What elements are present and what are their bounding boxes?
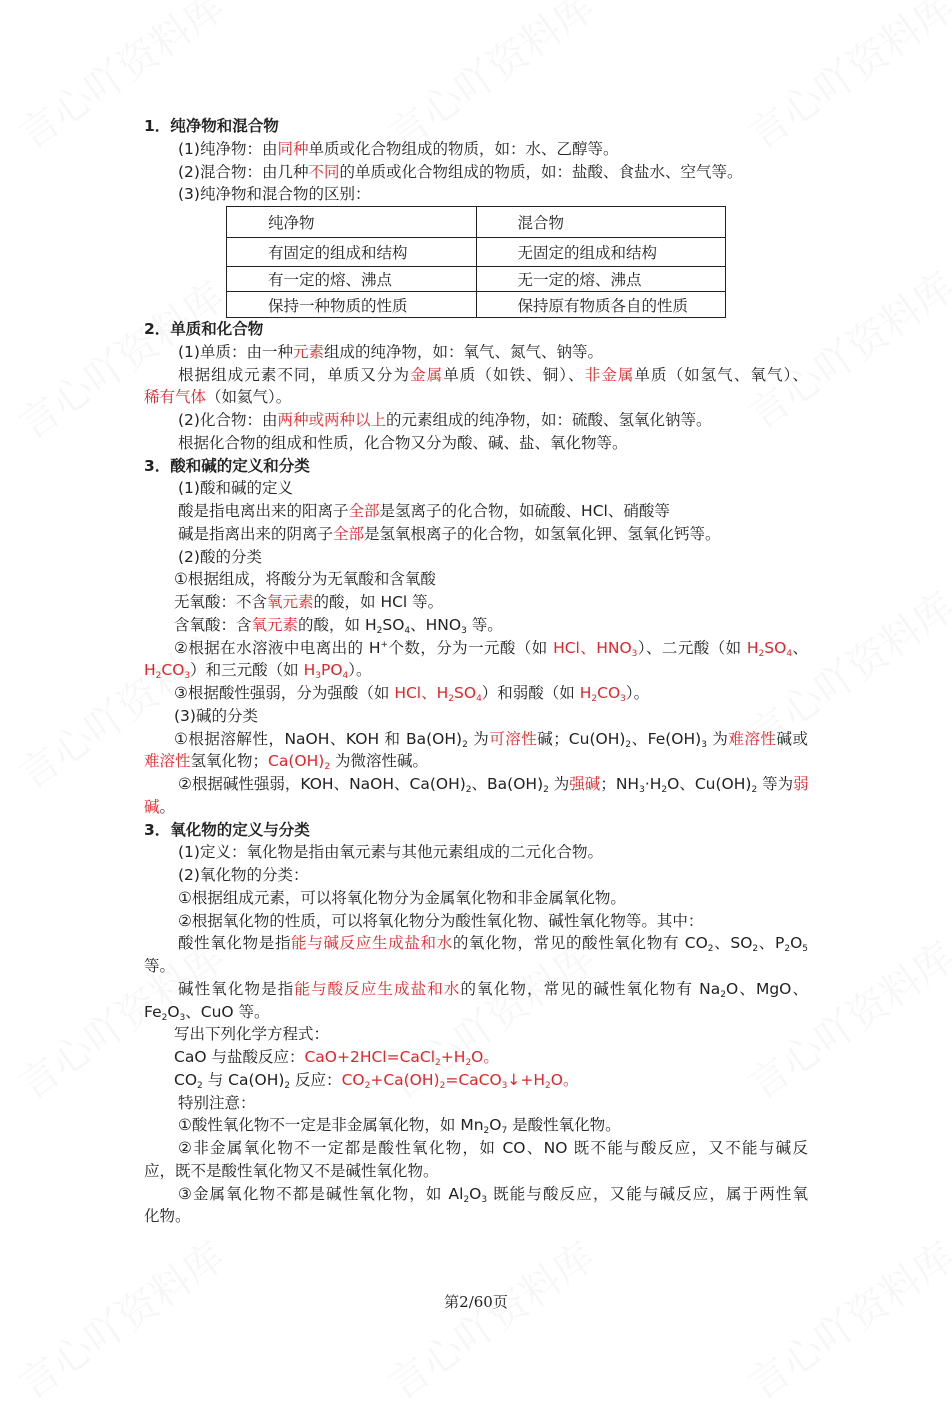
text: 单质（如氢气、氧气）、 xyxy=(634,365,808,384)
subscript: 2 xyxy=(483,1126,490,1137)
subscript: 2 xyxy=(720,989,727,1000)
text: 的单质或化合物组成的物质，如：盐酸、食盐水、空气等。 xyxy=(339,162,743,181)
table-cell: 无固定的组成和结构 xyxy=(476,238,726,267)
highlighted-text: 2 xyxy=(448,694,455,704)
highlighted-text: CO xyxy=(341,1070,365,1089)
text-line xyxy=(144,864,808,887)
highlighted-text: 氧元素 xyxy=(251,615,299,634)
text: ·H xyxy=(644,775,662,793)
text: ①根据组成，将酸分为无氧酸和含氧酸 xyxy=(174,570,436,589)
text: （如氦气）。 xyxy=(206,388,292,407)
text: 的酸，如 H xyxy=(298,615,377,634)
text-line xyxy=(144,682,808,705)
highlighted-text: ↓+H xyxy=(507,1070,546,1089)
text-line xyxy=(144,432,808,455)
text-line xyxy=(144,841,808,864)
section-heading xyxy=(144,455,808,478)
text-line xyxy=(144,161,808,184)
highlighted-text: 2 xyxy=(758,648,765,659)
text-line xyxy=(144,183,808,206)
subscript: 2 xyxy=(625,739,632,750)
text: ）。 xyxy=(348,661,372,680)
text: 的酸，如 HCl 等。 xyxy=(313,593,444,611)
text-line xyxy=(144,705,808,728)
text: (2)氧化物的分类： xyxy=(178,866,309,884)
highlighted-text: SO xyxy=(454,684,477,702)
text: 、SO xyxy=(713,934,753,953)
text-line xyxy=(144,910,808,933)
highlighted-text: SO xyxy=(764,638,787,657)
subscript: 2 xyxy=(284,1080,291,1091)
text-line xyxy=(144,523,808,546)
table-header-cell: 纯净物 xyxy=(227,207,477,238)
highlighted-text: +Ca(OH) xyxy=(370,1070,440,1089)
superscript: + xyxy=(380,639,389,650)
text-line xyxy=(144,1160,808,1183)
text: 个数，分为一元酸（如 xyxy=(388,638,554,657)
highlighted-text: 同种 xyxy=(277,139,309,158)
highlighted-text: O。 xyxy=(471,1048,499,1066)
subscript: 7 xyxy=(501,1126,508,1137)
watermark-text xyxy=(5,1226,234,1410)
text: ）、二元酸（如 xyxy=(637,638,747,657)
highlighted-text: +H xyxy=(440,1048,466,1066)
document-body xyxy=(144,115,808,1228)
highlighted-text: 难溶性 xyxy=(728,729,777,748)
subscript: 2 xyxy=(543,785,549,795)
text: 碱；Cu(OH) xyxy=(537,729,626,748)
text-line xyxy=(144,1092,808,1115)
text: 既能与酸反应，又能与碱反应，属于两性氧 xyxy=(487,1184,808,1203)
highlighted-text: 能与碱反应生成盐和水 xyxy=(291,934,453,953)
text: 为 xyxy=(548,775,570,793)
text: ①酸性氧化物不一定是非金属氧化物，如 Mn xyxy=(178,1116,484,1135)
text: 组成的纯净物，如：氧气、氮气、钠等。 xyxy=(323,342,603,361)
table-cell: 有固定的组成和结构 xyxy=(227,238,477,267)
highlighted-text: 2 xyxy=(435,1058,441,1068)
text: ）。 xyxy=(625,684,650,702)
text: (1)定义：氧化物是指由氧元素与其他元素组成的二元化合物。 xyxy=(178,843,603,862)
highlighted-text: 弱 xyxy=(793,775,809,793)
text-line xyxy=(144,1205,808,1228)
text: (1)酸和碱的定义 xyxy=(178,479,293,498)
highlighted-text: 3 xyxy=(184,671,191,682)
subscript: 2 xyxy=(661,785,668,795)
text-line xyxy=(144,1046,808,1069)
text-line xyxy=(144,1183,808,1206)
highlighted-text: 3 xyxy=(501,1080,508,1091)
text-line xyxy=(144,978,808,1001)
highlighted-text: 3 xyxy=(631,648,638,659)
highlighted-text: 4 xyxy=(476,694,482,704)
text: 是氢离子的化合物，如硫酸、HCl、硝酸等 xyxy=(379,502,670,520)
highlighted-text: HCl、H xyxy=(394,684,449,702)
section-heading xyxy=(144,819,808,842)
highlighted-text: 可溶性 xyxy=(489,729,538,748)
highlighted-text: H xyxy=(144,661,156,680)
text-line xyxy=(144,637,808,660)
text: 、Fe(OH) xyxy=(631,729,702,748)
highlighted-text: 两种或两种以上 xyxy=(277,411,386,429)
text: 是酸性氧化物。 xyxy=(507,1116,621,1135)
table-cell: 有一定的熔、沸点 xyxy=(227,267,477,292)
subscript: 3 xyxy=(461,625,467,636)
text: 是氢氧根离子的化合物，如氢氧化钾、氢氧化钙等。 xyxy=(364,524,721,543)
text: 特别注意： xyxy=(178,1093,256,1112)
text: 写出下列化学方程式： xyxy=(174,1025,330,1044)
text-line xyxy=(144,546,808,569)
text-line xyxy=(144,728,808,751)
highlighted-text: 元素 xyxy=(292,342,324,361)
watermark-text xyxy=(375,1226,604,1410)
text: CO xyxy=(174,1070,198,1089)
section-heading xyxy=(144,115,808,138)
subscript: 2 xyxy=(197,1080,203,1091)
subscript: 2 xyxy=(462,739,468,750)
subscript: 3 xyxy=(701,739,707,750)
text: (2)化合物：由 xyxy=(178,411,278,429)
text: ①根据溶解性，NaOH、KOH 和 Ba(OH) xyxy=(174,729,463,748)
text: O xyxy=(489,1116,502,1135)
text-line xyxy=(144,750,808,773)
text: 、CuO 等。 xyxy=(185,1002,270,1021)
highlighted-text: 稀有气体 xyxy=(144,388,207,407)
subscript: 2 xyxy=(751,785,758,795)
text: 3．酸和碱的定义和分类 xyxy=(144,456,310,475)
highlighted-text: Ca(OH) xyxy=(268,752,325,771)
document-text xyxy=(144,318,808,1228)
highlighted-text: 能与酸反应生成盐和水 xyxy=(294,979,461,998)
text: 2．单质和化合物 xyxy=(144,320,264,338)
text: (1)纯净物：由 xyxy=(178,139,278,158)
text-line xyxy=(144,409,808,432)
text: 等。 xyxy=(466,615,503,634)
text-line xyxy=(144,887,808,910)
text: 碱是指离出来的阴离子 xyxy=(178,524,334,543)
highlighted-text: CO xyxy=(597,684,621,702)
highlighted-text: 碱 xyxy=(144,797,160,816)
text-line xyxy=(144,477,808,500)
text: 应，既不是酸性氧化物又不是碱性氧化物。 xyxy=(144,1161,439,1180)
text: ③根据酸性强弱，分为强酸（如 xyxy=(174,684,395,702)
table-row xyxy=(227,292,726,318)
text: 为 xyxy=(706,729,729,748)
text: 的元素组成的纯净物，如：硫酸、氢氧化钠等。 xyxy=(385,411,712,429)
highlighted-text: 2 xyxy=(465,1058,472,1068)
highlighted-text: CaO+2HCl=CaCl xyxy=(304,1048,436,1066)
text: 反应： xyxy=(290,1070,342,1089)
highlighted-text: H xyxy=(303,661,316,680)
text: 的氧化物，常见的酸性氧化物有 CO xyxy=(452,934,708,953)
text: 、HNO xyxy=(410,615,462,634)
highlighted-text: 不同 xyxy=(308,162,340,181)
highlighted-text: 强碱 xyxy=(569,775,601,793)
text: (2)混合物：由几种 xyxy=(178,162,309,181)
text: (2)酸的分类 xyxy=(178,547,262,566)
text-line xyxy=(144,1069,808,1092)
table-header-row xyxy=(227,207,726,238)
text: 1．纯净物和混合物 xyxy=(144,117,279,135)
text-line xyxy=(144,659,808,682)
text-line xyxy=(144,796,808,819)
highlighted-text: 非金属 xyxy=(584,365,635,384)
text-line xyxy=(144,386,808,409)
text: ；NH xyxy=(600,775,640,793)
highlighted-text: 2 xyxy=(545,1080,551,1091)
text: O、MgO、 xyxy=(726,979,808,998)
text: ②非金属氧化物不一定都是酸性氧化物，如 CO、NO 既不能与酸反应，又不能与碱反 xyxy=(178,1139,808,1157)
text-line xyxy=(144,1001,808,1024)
highlighted-text: CO xyxy=(161,661,185,680)
highlighted-text: 2 xyxy=(439,1080,446,1091)
text: CaO 与盐酸反应： xyxy=(174,1048,305,1066)
text-line xyxy=(144,568,808,591)
subscript: 2 xyxy=(463,1194,470,1205)
text: Fe xyxy=(144,1002,162,1021)
text: 单质或化合物组成的物质，如：水、乙醇等。 xyxy=(308,139,619,158)
highlighted-text: 2 xyxy=(324,762,331,773)
text: 的氧化物，常见的碱性氧化物有 Na xyxy=(460,979,721,998)
text: 单质（如铁、铜）、 xyxy=(443,365,585,384)
highlighted-text: 2 xyxy=(591,694,598,704)
section-pure-and-mixed xyxy=(144,115,808,206)
subscript: 2 xyxy=(376,625,383,636)
text: O、Cu(OH) xyxy=(667,775,752,793)
highlighted-text: 3 xyxy=(620,694,626,704)
highlighted-text: H xyxy=(746,638,759,657)
text: (1)单质：由一种 xyxy=(178,342,293,361)
subscript: 2 xyxy=(784,944,791,955)
text-line xyxy=(144,773,808,796)
subscript: 2 xyxy=(465,785,472,795)
text: ）和三元酸（如 xyxy=(190,661,304,680)
text: 等。 xyxy=(144,957,176,975)
text-line xyxy=(144,1023,808,1046)
highlighted-text: 难溶性 xyxy=(144,752,191,771)
text: 酸性氧化物是指 xyxy=(178,934,292,953)
table-cell: 保持一种物质的性质 xyxy=(227,292,477,318)
highlighted-text: 全部 xyxy=(348,502,380,520)
text-line xyxy=(144,614,808,637)
highlighted-text: 4 xyxy=(786,648,793,659)
subscript: 3 xyxy=(481,1194,488,1205)
text: 3．氧化物的定义与分类 xyxy=(144,820,310,839)
highlighted-text: 氧元素 xyxy=(267,593,314,611)
highlighted-text: 全部 xyxy=(333,524,365,543)
table-row xyxy=(227,267,726,292)
text: 氢氧化物； xyxy=(190,752,269,771)
highlighted-text: 2 xyxy=(364,1080,371,1091)
text-line xyxy=(144,364,808,387)
watermark-text xyxy=(735,1226,952,1410)
subscript: 4 xyxy=(404,625,411,636)
section-heading xyxy=(144,318,808,341)
text: 无氧酸：不含 xyxy=(174,593,268,611)
text: 化物。 xyxy=(144,1207,191,1226)
text: ）和弱酸（如 xyxy=(481,684,580,702)
text-line xyxy=(144,1137,808,1160)
subscript: 5 xyxy=(802,944,808,955)
highlighted-text: PO xyxy=(320,661,343,680)
page-number: 第2/60页 xyxy=(444,1293,508,1311)
text: 为微溶性碱。 xyxy=(330,752,428,771)
text: 为 xyxy=(467,729,490,748)
text: 酸是指电离出来的阳离子 xyxy=(178,502,349,520)
subscript: 2 xyxy=(752,944,759,955)
highlighted-text: O。 xyxy=(550,1070,579,1089)
text: 等为 xyxy=(757,775,794,793)
highlighted-text: H xyxy=(579,684,592,702)
text: ②根据在水溶液中电离出的 H xyxy=(174,638,381,657)
table-row xyxy=(227,238,726,267)
highlighted-text: 4 xyxy=(342,671,349,682)
text: 。 xyxy=(159,797,176,816)
text-line xyxy=(144,138,808,161)
text-line xyxy=(144,1114,808,1137)
text: ②根据碱性强弱，KOH、NaOH、Ca(OH) xyxy=(178,775,466,793)
subscript: 2 xyxy=(707,944,714,955)
text: (3)碱的分类 xyxy=(174,706,258,725)
text: 碱性氧化物是指 xyxy=(178,979,295,998)
text: 、 xyxy=(792,638,808,657)
text-line xyxy=(144,500,808,523)
text: 根据化合物的组成和性质，化合物又分为酸、碱、盐、氧化物等。 xyxy=(178,433,628,452)
text: 根据组成元素不同，单质又分为 xyxy=(178,365,411,384)
comparison-table xyxy=(226,206,726,318)
table-cell: 无一定的熔、沸点 xyxy=(476,267,726,292)
text: SO xyxy=(382,615,405,634)
text: O xyxy=(469,1184,482,1203)
text-line xyxy=(144,591,808,614)
highlighted-text: 2 xyxy=(155,671,162,682)
text: 含氧酸：含 xyxy=(174,615,252,634)
text: (3)纯净物和混合物的区别： xyxy=(178,185,371,204)
text: ②根据氧化物的性质，可以将氧化物分为酸性氧化物、碱性氧化物等。其中： xyxy=(178,911,704,930)
text-line xyxy=(144,341,808,364)
text: 、P xyxy=(758,934,785,953)
subscript: 3 xyxy=(179,1012,186,1023)
subscript: 3 xyxy=(639,785,645,795)
text-line xyxy=(144,955,808,978)
highlighted-text: 3 xyxy=(315,671,321,682)
table-cell: 保持原有物质各自的性质 xyxy=(476,292,726,318)
text: ③金属氧化物不都是碱性氧化物，如 Al xyxy=(178,1184,464,1203)
text: O xyxy=(167,1002,180,1021)
highlighted-text: HCl、HNO xyxy=(553,638,632,657)
highlighted-text: =CaCO xyxy=(445,1070,502,1089)
subscript: 2 xyxy=(161,1012,168,1023)
text: 与 Ca(OH) xyxy=(202,1070,285,1089)
highlighted-text: 金属 xyxy=(410,365,444,384)
text-line xyxy=(144,932,808,955)
text: 、Ba(OH) xyxy=(471,775,544,793)
text: O xyxy=(790,934,803,953)
text: ①根据组成元素，可以将氧化物分为金属氧化物和非金属氧化物。 xyxy=(178,888,626,907)
table-header-cell: 混合物 xyxy=(476,207,726,238)
text: 碱或 xyxy=(776,729,808,748)
